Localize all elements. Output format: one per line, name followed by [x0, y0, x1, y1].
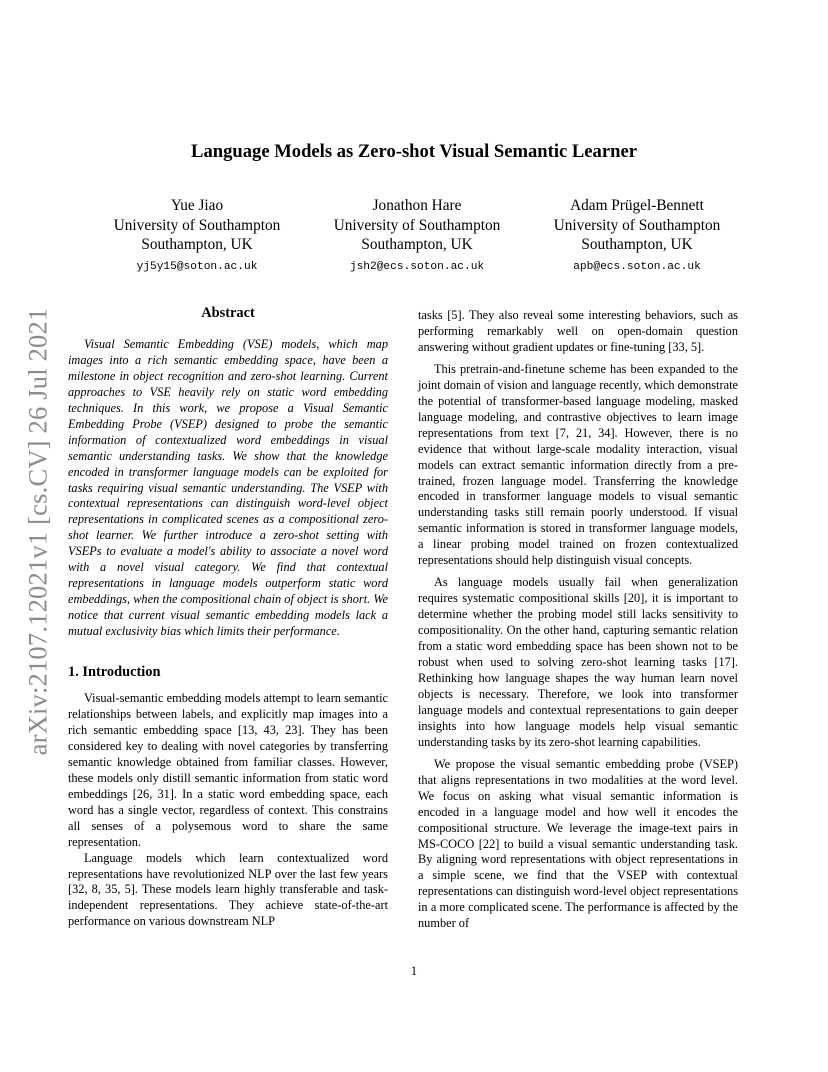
- introduction-heading: 1. Introduction: [68, 664, 161, 681]
- body-paragraph-1: tasks [5]. They also reveal some interesting behaviors, such as performing remarkably well on open-domain question answering without gradient updates or fine-tuning [33, 5].: [418, 308, 738, 354]
- author-3: [532, 196, 742, 277]
- author-location: Southampton, UK: [141, 236, 253, 253]
- abstract-heading: Abstract: [201, 305, 255, 321]
- abstract-text: Visual Semantic Embedding (VSE) models, which map images into a rich semantic embedding space, have been a milestone in object recognition and zero-shot learning. Current approaches to VSE heavily rely on static word embedding techniques. In this work, we propose a Visual Semantic Embedding Probe (VSEP) designed to probe the semantic information of contextualized word embeddings in visual semantic understanding tasks. We show that the knowledge encoded in transformer language models can be exploited for tasks requiring visual semantic understanding. The VSEP with contextual representations can distinguish word-level object representations in complicated scenes as a compositional zero-shot learner. We further introduce a zero-shot setting with VSEPs to evaluate a model's ability to associate a novel word with a novel visual category. We find that contextual representations in language models outperform static word embeddings, when the compositional chain of object is short. We notice that current visual semantic embedding models lack a mutual exclusivity bias which limits their performance.: [68, 336, 388, 639]
- author-location: Southampton, UK: [361, 236, 473, 253]
- body-paragraph-2: This pretrain-and-finetune scheme has been expanded to the joint domain of vision and language recently, which demonstrate the potential of transformer-based language modeling, masked language modeling, and contrastive objectives to learn image representations from text [7, 21, 34]. However, there is no evidence that without large-scale modality interaction, visual models can extract semantic information directly from a pre-trained, frozen language model. Transferring the knowledge encoded in transformer language models to visual semantic understanding tasks still remain poorly understood. If visual semantic information is stored in transformer language models, a linear probing model trained on frozen contextualized representations should help distinguish visual concepts.: [418, 361, 738, 568]
- author-email: apb@ecs.soton.ac.uk: [573, 260, 701, 273]
- author-location: Southampton, UK: [581, 236, 693, 253]
- author-affiliation: University of Southampton: [333, 216, 501, 234]
- right-column: [418, 308, 738, 932]
- author-name: Jonathon Hare: [372, 197, 462, 214]
- arxiv-identifier-text: arXiv:2107.12021v1 [cs.CV] 26 Jul 2021: [22, 307, 53, 755]
- author-name: Yue Jiao: [170, 197, 224, 214]
- left-column: [68, 306, 388, 930]
- author-block: [92, 196, 742, 277]
- body-paragraph-3: As language models usually fail when generalization requires systematic compositional skills [20], it is important to determine whether the probing model still lacks sensitivity to compositionality. On the other hand, capturing semantic relation from a static word embedding space has been shown not to be robust when used to solving zero-shot learning tasks [17]. Rethinking how language shapes the way human learn novel objects is necessary. Therefore, we look into transformer language models and contextual representations to gain deeper insights into how language models help visual semantic understanding tasks by its zero-shot learning capabilities.: [418, 575, 738, 749]
- intro-paragraph-2: Language models which learn contextualized word representations have revolutionized NLP over the last few years [32, 8, 35, 5]. These models learn highly transferable and task-independent representations. They achieve state-of-the-art performance on various downstream NLP: [68, 850, 388, 929]
- author-email: yj5y15@soton.ac.uk: [136, 260, 258, 273]
- author-2: [312, 196, 522, 277]
- page-number: 1: [410, 964, 418, 978]
- author-email: jsh2@ecs.soton.ac.uk: [349, 260, 485, 273]
- author-1: [92, 196, 302, 277]
- author-affiliation: University of Southampton: [113, 216, 281, 234]
- body-paragraph-4: We propose the visual semantic embedding probe (VSEP) that aligns representations in two modalities at the word level. We focus on asking what visual semantic information is encoded in a language model and how well it encodes the compositional structure. We leverage the image-text pairs in MS-COCO [22] to build a visual semantic understanding task. By aligning word representations with object representations in a simple scene, we find that the VSEP with contextual representations can distinguish word-level object representations in a more complicated scene. The performance is affected by the number of: [418, 756, 738, 931]
- paper-title: Language Models as Zero-shot Visual Semantic Learner: [191, 141, 637, 162]
- intro-paragraph-1: Visual-semantic embedding models attempt to learn semantic relationships between labels, and explicitly map images into a rich semantic embedding space [13, 43, 23]. They has been considered key to dealing with novel categories by transferring semantic knowledge obtained from familiar classes. However, these models only distill semantic information from static word embeddings [26, 31]. In a static word embedding space, each word has a single vector, regardless of context. This constrains all senses of a polysemous word to share the same representation.: [68, 691, 388, 849]
- author-affiliation: University of Southampton: [553, 216, 721, 234]
- arxiv-identifier-stamp: [14, 296, 62, 766]
- author-name: Adam Prügel-Bennett: [570, 197, 704, 214]
